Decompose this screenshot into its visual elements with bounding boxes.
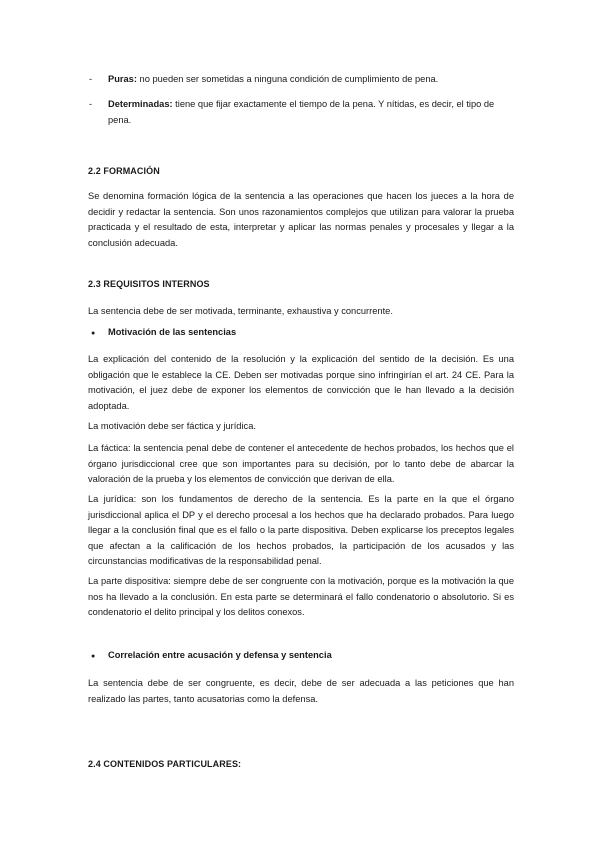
list-dash: - xyxy=(89,99,93,109)
list-text: tiene que fijar exactamente el tiempo de la pena. Y nítidas, es decir, el tipo de pena. xyxy=(108,99,495,125)
bullet-motivacion: Motivación de las sentencias xyxy=(108,327,237,337)
heading-requisitos: 2.3 REQUISITOS INTERNOS xyxy=(88,279,210,289)
paragraph-requisitos-intro: La sentencia debe de ser motivada, terminante, exhaustiva y concurrente. xyxy=(88,306,393,316)
list-dash: - xyxy=(89,74,93,84)
bullet-icon: ● xyxy=(91,653,96,660)
list-item-determinadas xyxy=(108,97,514,128)
list-term: Puras: xyxy=(108,74,137,84)
paragraph-formacion: Se denomina formación lógica de la sentencia a las operaciones que hacen los jueces a la hora de decidir y redactar la sentencia. Son unos razonamientos complejos que utilizan para valorar la prueba practicada y el resultado de esta, interpretar y aplicar las normas penales y procesales y llegar a la conclusión adecuada. xyxy=(88,191,514,248)
paragraph-explicacion: La explicación del contenido de la resolución y la explicación del sentido de la decisión. Es una obligación que le establece la CE. Deben ser motivadas porque sino infringirían el art. 24 CE. Para la motivación, el juez debe de exponer los elementos de convicción que le han llevado a la decisión adoptada. xyxy=(88,354,514,411)
paragraph-motivacion: La motivación debe ser fáctica y jurídica. xyxy=(88,421,256,431)
paragraph-juridica: La jurídica: son los fundamentos de derecho de la sentencia. Es la parte en la que el órgano jurisdiccional aplica el DP y el derecho procesal a los hechos que ha declarado probados. Para luego llegar a la conclusión final que es el fallo o la parte dispositiva. Deben explicarse los preceptos legales que afectan a la calificación de los hechos probados, la participación de los acusados y las circunstancias modificativas de la responsabilidad penal. xyxy=(88,494,514,566)
paragraph-factica: La fáctica: la sentencia penal debe de contener el antecedente de hechos probados, los hechos que el órgano jurisdiccional cree que son importantes para su decisión, por lo tanto debe de abarcar la valoración de la prueba y los elementos de convicción que derivan de ella. xyxy=(88,443,514,484)
paragraph-congruente: La sentencia debe de ser congruente, es decir, debe de ser adecuada a las peticiones que han realizado las partes, tanto acusatorias como la defensa. xyxy=(88,678,514,704)
bullet-icon: ● xyxy=(91,330,96,337)
bullet-correlacion: Correlación entre acusación y defensa y sentencia xyxy=(108,650,332,660)
heading-contenidos: 2.4 CONTENIDOS PARTICULARES: xyxy=(88,759,242,769)
list-item-puras xyxy=(108,72,514,88)
list-term: Determinadas: xyxy=(108,99,173,109)
heading-formacion: 2.2 FORMACIÓN xyxy=(88,166,160,176)
paragraph-dispositiva: La parte dispositiva: siempre debe de ser congruente con la motivación, porque es la motivación la que nos ha llevado a la conclusión. En esta parte se determinará el fallo condenatorio o absolutorio. Si es condenatorio el delito principal y los delitos conexos. xyxy=(88,576,514,617)
list-text: no pueden ser sometidas a ninguna condición de cumplimiento de pena. xyxy=(136,74,439,84)
